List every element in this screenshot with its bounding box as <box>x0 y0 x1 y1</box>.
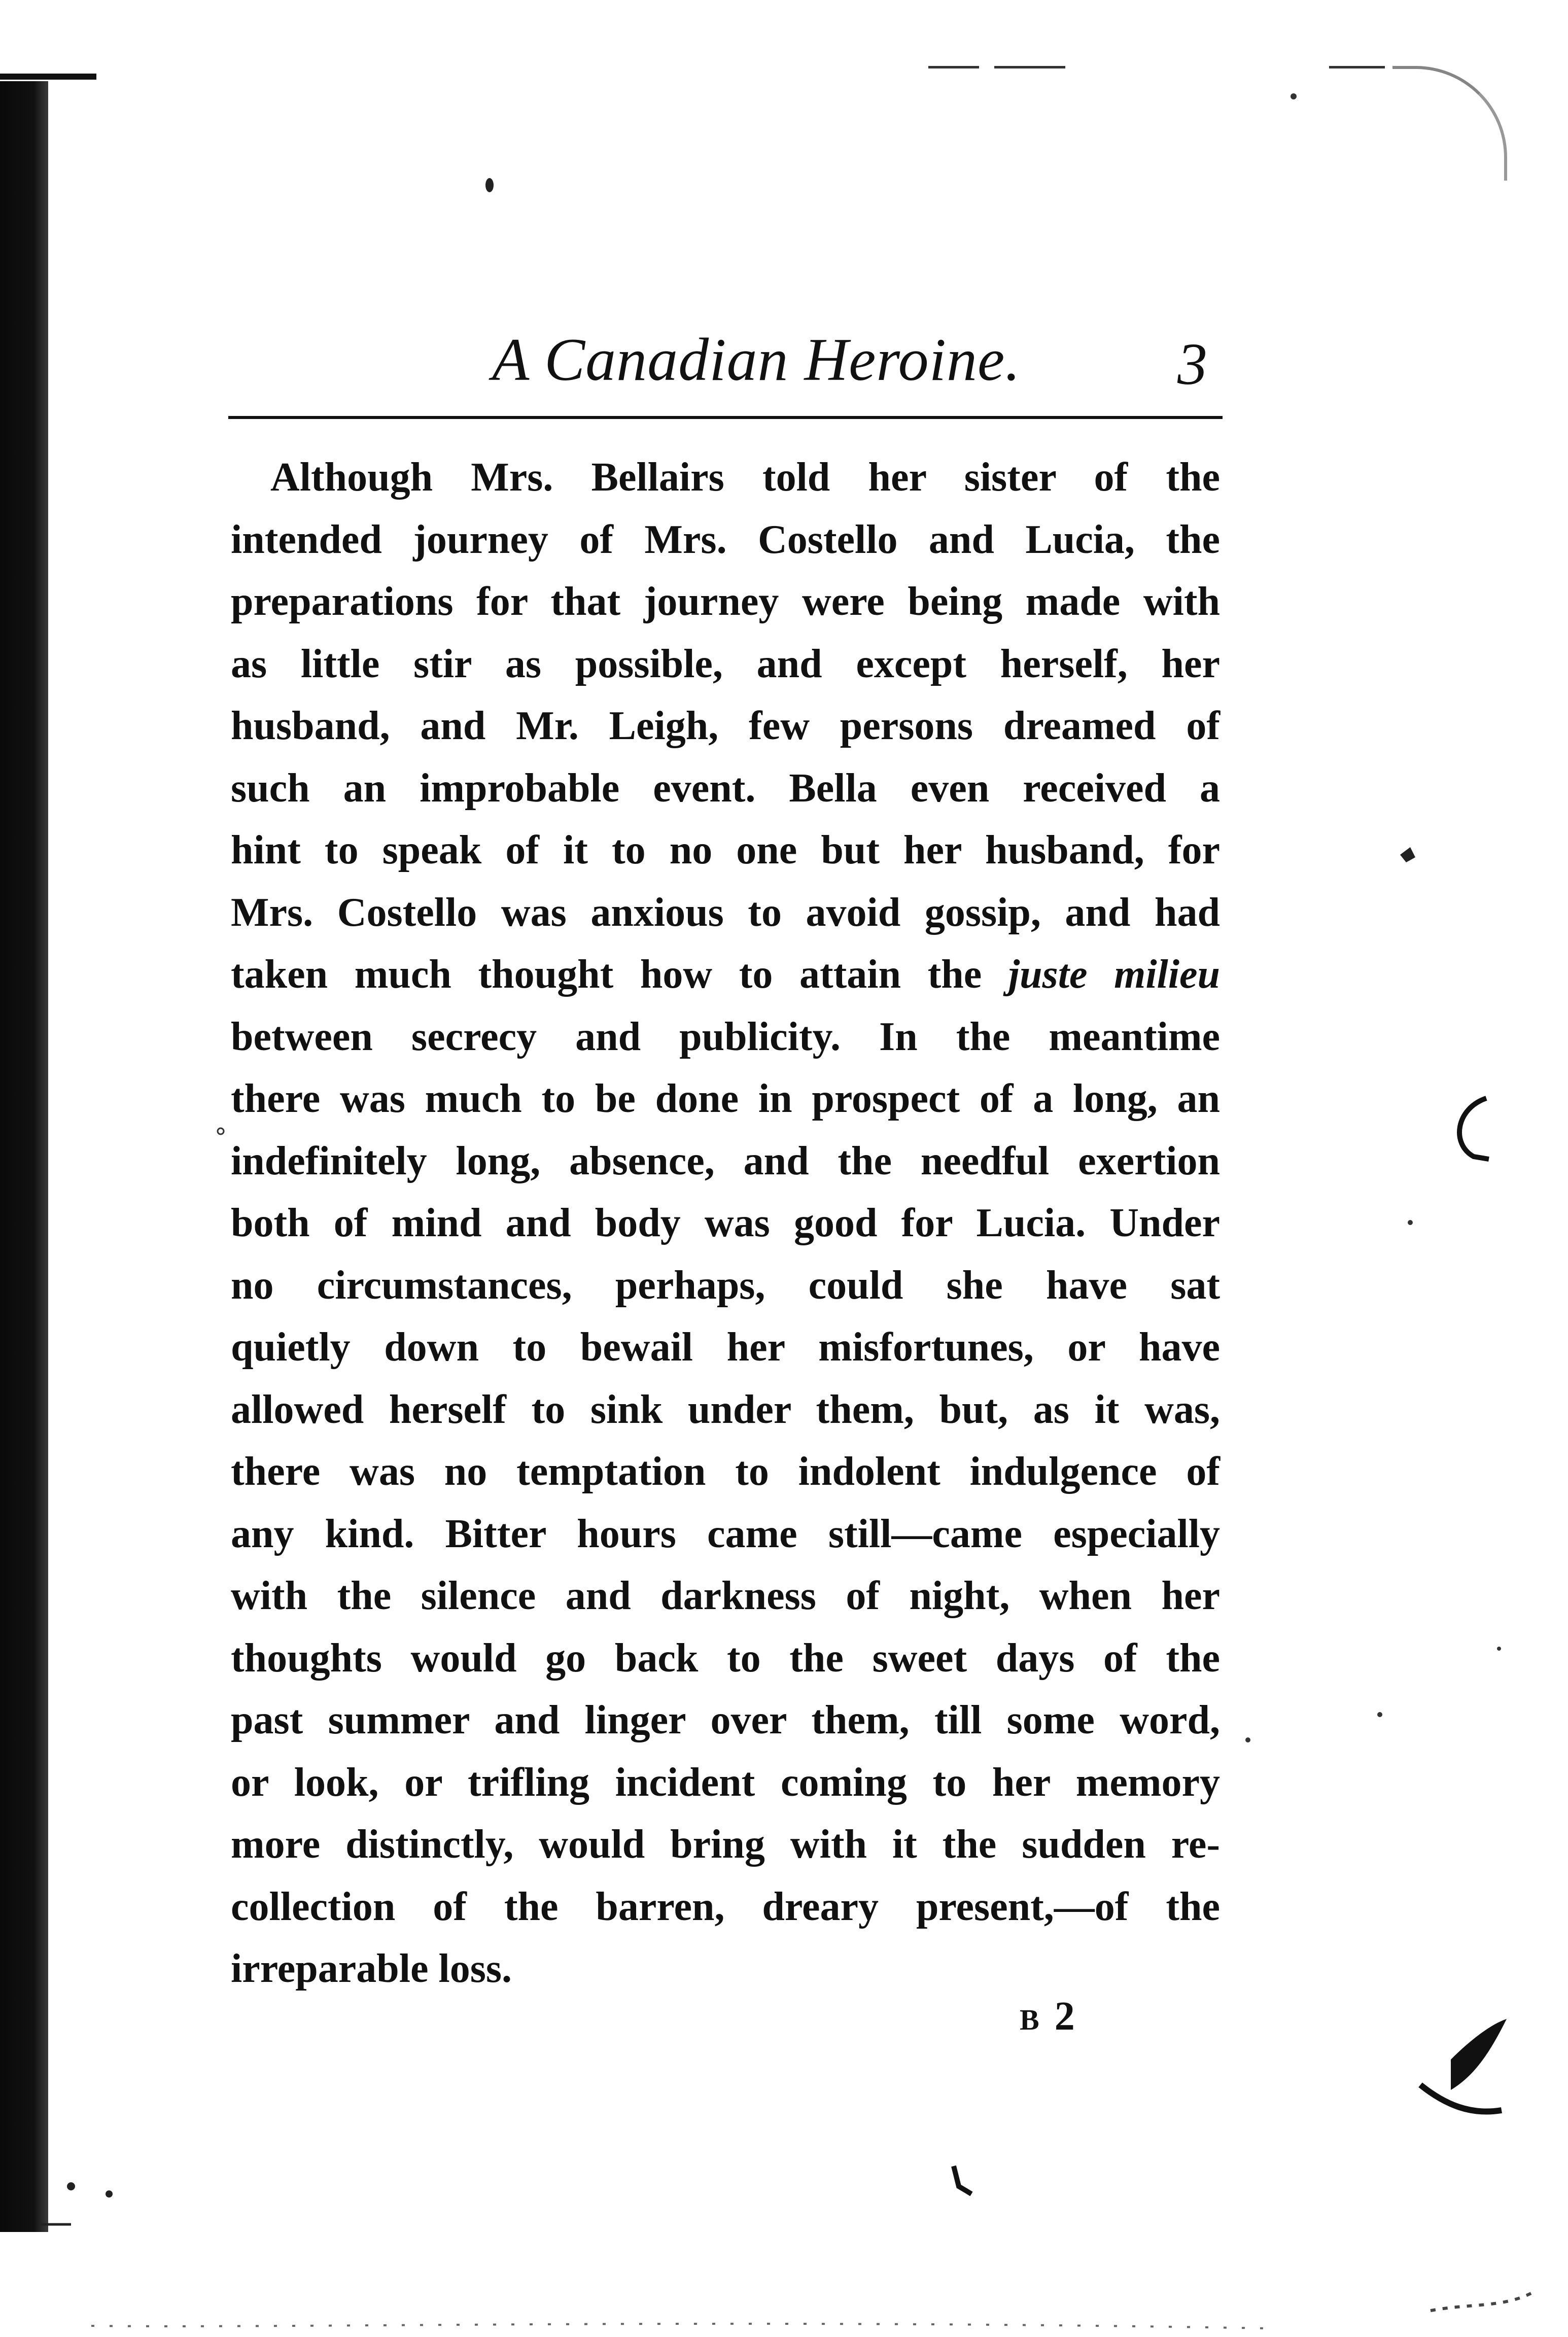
text-line: no circumstances, perhaps, could she have sat <box>231 1263 1220 1308</box>
text-line: hint to speak of it to no one but her husband, for <box>231 828 1220 873</box>
text-line: husband, and Mr. Leigh, few persons dreamed of <box>231 704 1220 748</box>
text-line: there was no temptation to indolent indulgence of <box>231 1449 1220 1494</box>
text-line: Although Mrs. Bellairs told her sister of the <box>270 455 1220 500</box>
text-line: taken much thought how to attain the juste milieu <box>231 952 1220 997</box>
text-line: as little stir as possible, and except herself, her <box>231 641 1220 686</box>
page-header <box>228 304 1223 406</box>
text-line: indefinitely long, absence, and the needful exertion <box>231 1138 1220 1183</box>
text-line: intended journey of Mrs. Costello and Lucia, the <box>231 517 1220 562</box>
text-line: quietly down to bewail her misfortunes, or have <box>231 1325 1220 1370</box>
text-line: between secrecy and publicity. In the meantime <box>231 1014 1220 1059</box>
text-line: irreparable loss. <box>231 1946 512 1991</box>
binding-edge <box>0 81 48 2232</box>
text-line: thoughts would go back to the sweet days of the <box>231 1635 1220 1681</box>
text-line: more distinctly, would bring with it the sudden re- <box>231 1822 1220 1867</box>
scan-mark <box>928 66 979 68</box>
text-line: preparations for that journey were being made with <box>231 579 1220 624</box>
signature-letter: B <box>1020 2003 1041 2036</box>
binding-edge-top <box>0 74 96 80</box>
scan-mark <box>1329 66 1385 68</box>
text-line: there was much to be done in prospect of a long, an <box>231 1076 1220 1121</box>
text-line: or look, or trifling incident coming to her memory <box>231 1760 1220 1805</box>
text-line: any kind. Bitter hours came still—came especially <box>231 1511 1220 1556</box>
text-line: such an improbable event. Bella even received a <box>231 765 1220 811</box>
text-line: both of mind and body was good for Lucia. Under <box>231 1201 1220 1245</box>
body-text <box>231 446 1220 2000</box>
text-line: collection of the barren, dreary present,—of the <box>231 1884 1220 1929</box>
italic-phrase: juste milieu <box>1008 952 1220 997</box>
text-line: with the silence and darkness of night, when her <box>231 1574 1220 1618</box>
running-title: A Canadian Heroine. <box>492 326 1021 393</box>
page-corner-curl <box>1392 66 1507 181</box>
page-number: 3 <box>1177 331 1207 397</box>
signature-number: 2 <box>1054 1994 1078 2039</box>
text-line: Mrs. Costello was anxious to avoid gossip, and had <box>231 890 1220 935</box>
header-rule <box>228 416 1223 419</box>
signature-mark <box>1020 1994 1078 2040</box>
text-line: past summer and linger over them, till some word, <box>231 1698 1220 1742</box>
text-line: allowed herself to sink under them, but, as it was, <box>231 1387 1220 1432</box>
scan-mark <box>994 66 1065 68</box>
